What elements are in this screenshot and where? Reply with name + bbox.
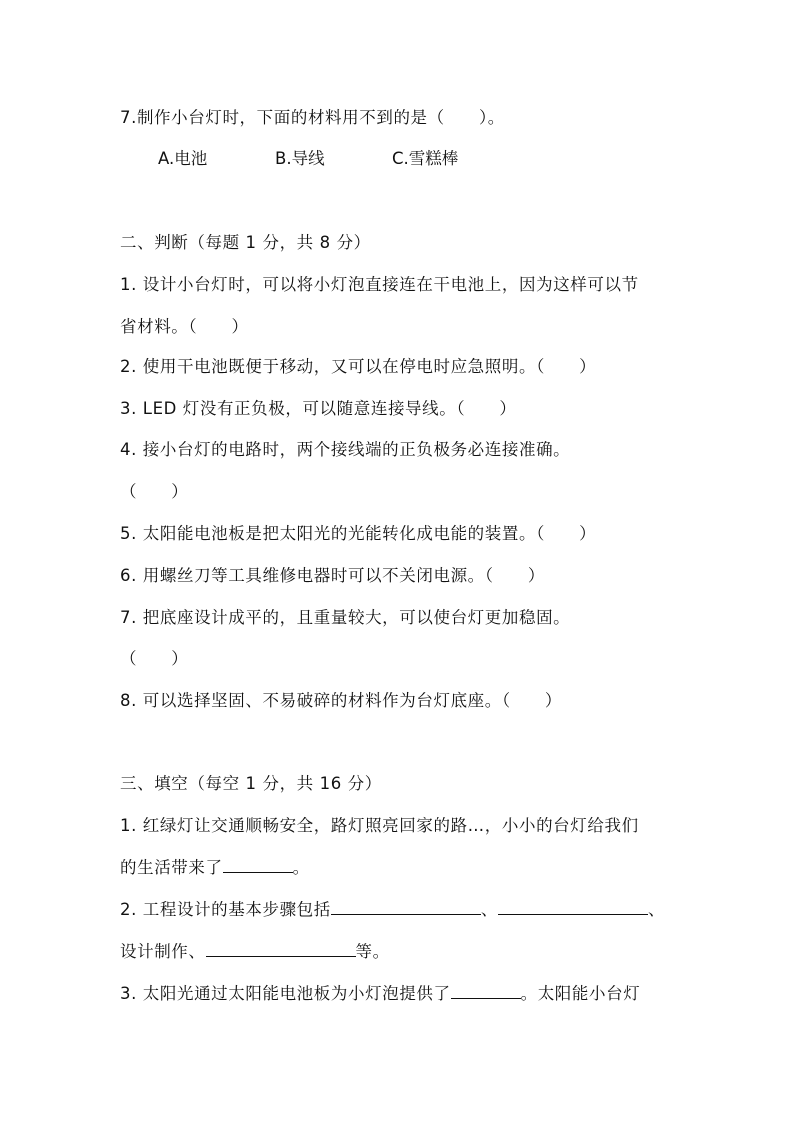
judge-item-7-line2: （ ） xyxy=(120,649,189,668)
option-a: A.电池 xyxy=(158,149,208,168)
judge-item-1-line2: 省材料。（ ） xyxy=(120,317,249,336)
fill-item-1-line2 xyxy=(120,856,310,879)
fill-item-2-sep: 、 xyxy=(480,900,498,919)
fill-item-3-line1 xyxy=(120,982,640,1005)
fill-item-2-end: 等。 xyxy=(355,942,390,961)
judge-item-5: 5. 太阳能电池板是把太阳光的光能转化成电能的装置。（ ） xyxy=(120,524,597,543)
fill-blank-3[interactable] xyxy=(451,982,521,999)
fill-item-2-line1 xyxy=(120,898,665,921)
fill-item-2-text: 2. 工程设计的基本步骤包括 xyxy=(120,900,331,919)
judge-item-4-line2: （ ） xyxy=(120,482,189,501)
fill-item-3-end: 。太阳能小台灯 xyxy=(520,984,641,1003)
question-7-stem: 7.制作小台灯时，下面的材料用不到的是（ ）。 xyxy=(120,108,505,127)
judge-item-7-line1: 7. 把底座设计成平的，且重量较大，可以使台灯更加稳固。 xyxy=(120,608,571,627)
judge-item-4-line1: 4. 接小台灯的电路时，两个接线端的正负极务必连接准确。 xyxy=(120,440,571,459)
judge-item-8: 8. 可以选择坚固、不易破碎的材料作为台灯底座。（ ） xyxy=(120,691,563,710)
option-c: C.雪糕棒 xyxy=(392,149,459,168)
fill-item-2-text2: 设计制作、 xyxy=(120,942,206,961)
judge-item-1-line1: 1. 设计小台灯时，可以将小灯泡直接连在干电池上，因为这样可以节 xyxy=(120,275,639,294)
section-two-heading: 二、判断（每题 1 分，共 8 分） xyxy=(120,233,371,252)
fill-item-2-line2 xyxy=(120,940,390,963)
fill-blank-2c[interactable] xyxy=(206,940,356,957)
fill-item-1-line1: 1. 红绿灯让交通顺畅安全，路灯照亮回家的路…，小小的台灯给我们 xyxy=(120,816,639,835)
fill-item-1-text: 的生活带来了 xyxy=(120,858,223,877)
judge-item-2: 2. 使用干电池既便于移动，又可以在停电时应急照明。（ ） xyxy=(120,357,597,376)
fill-item-1-end: 。 xyxy=(292,858,310,877)
judge-item-6: 6. 用螺丝刀等工具维修电器时可以不关闭电源。（ ） xyxy=(120,566,545,585)
fill-blank-2b[interactable] xyxy=(498,898,648,915)
section-three-heading: 三、填空（每空 1 分，共 16 分） xyxy=(120,774,382,793)
judge-item-3: 3. LED 灯没有正负极，可以随意连接导线。（ ） xyxy=(120,399,517,418)
fill-blank-1[interactable] xyxy=(223,856,293,873)
fill-item-3-text: 3. 太阳光通过太阳能电池板为小灯泡提供了 xyxy=(120,984,451,1003)
option-b: B.导线 xyxy=(275,149,325,168)
fill-blank-2a[interactable] xyxy=(331,898,481,915)
fill-item-2-sep2: 、 xyxy=(648,900,666,919)
